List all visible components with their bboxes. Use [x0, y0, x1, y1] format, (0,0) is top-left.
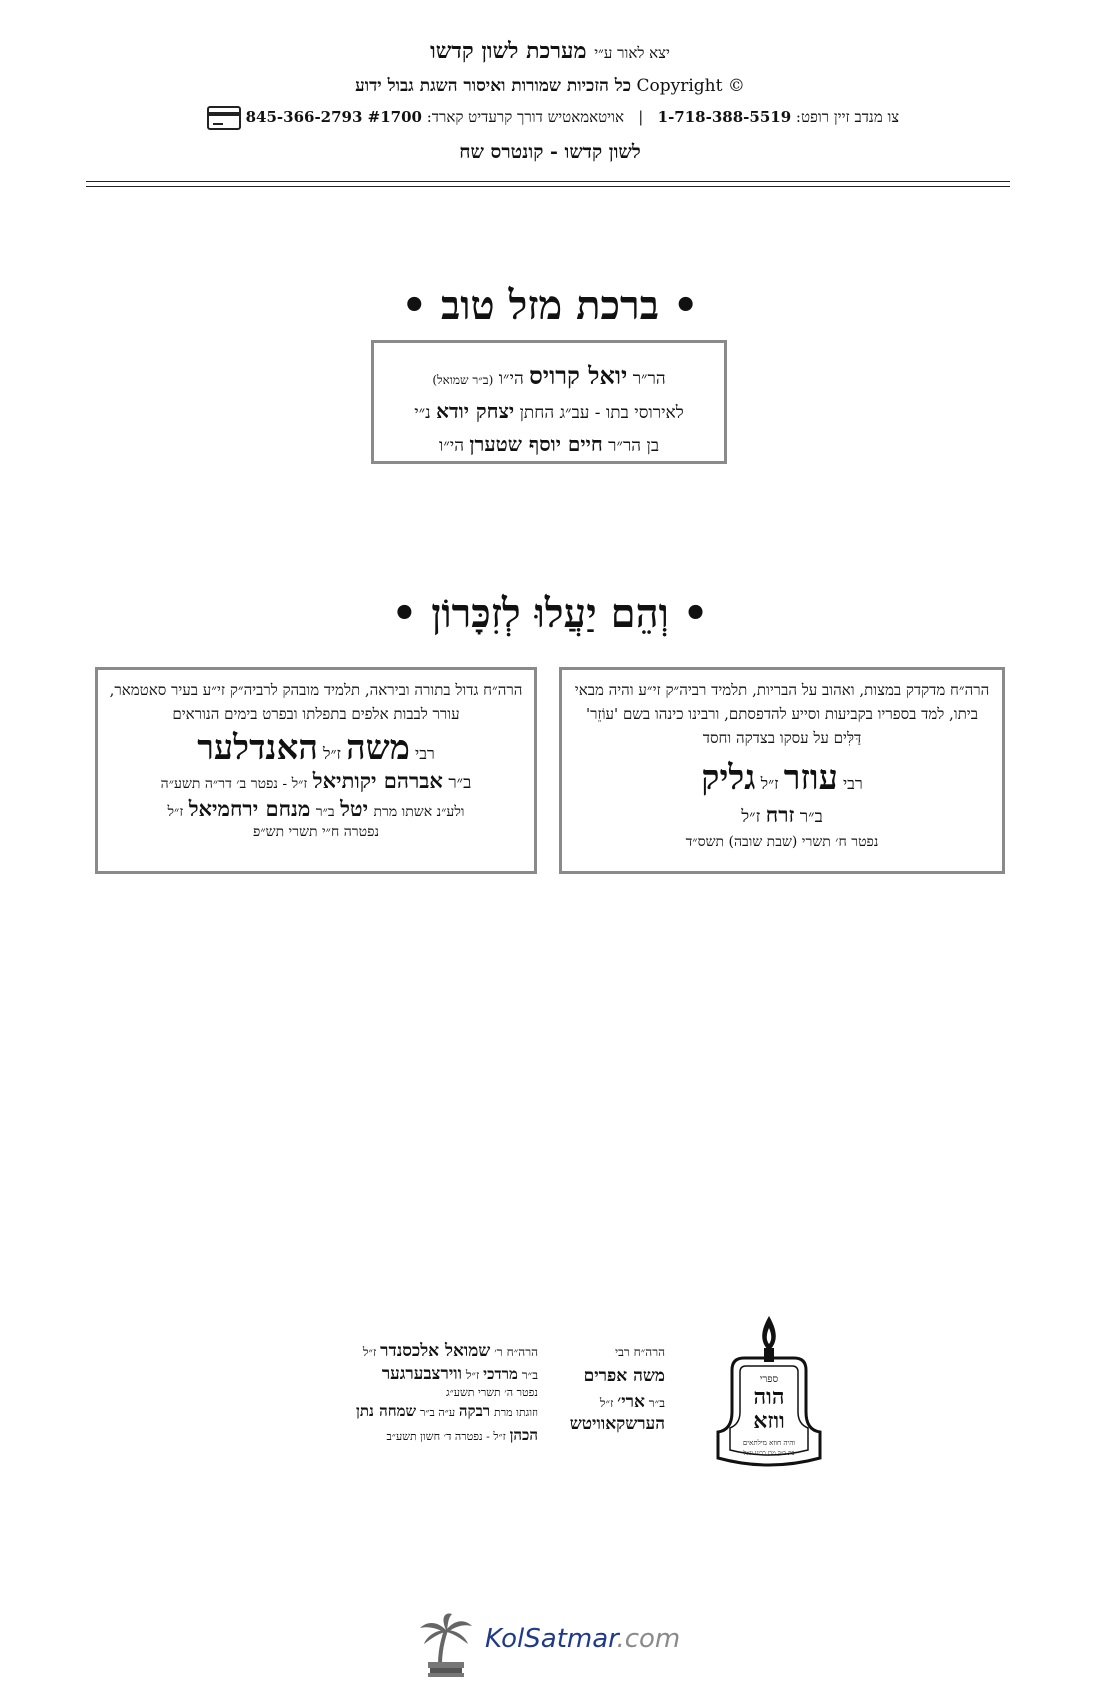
mazal-tov-row-2 [374, 399, 724, 424]
sponsor-title: הרה״ח רבי [615, 1345, 665, 1359]
kolsatmar-brand[interactable] [485, 1624, 680, 1654]
honorific: ז״ל [465, 1368, 480, 1382]
header-rule-bottom [86, 186, 1010, 187]
memorial-box-right [559, 667, 1005, 874]
sponsor-father-line [555, 1392, 665, 1412]
honoree-name: יואל קרויס [529, 361, 628, 390]
bullet-icon: • [391, 590, 418, 637]
seal-word-1: הוה [753, 1384, 785, 1410]
publisher-name: מערכת לשון קדשו [430, 38, 587, 64]
copyright-label: Copyright © [636, 76, 745, 96]
father-name: אברהם יקותיאל [312, 768, 443, 793]
honorific: ז״ל [760, 774, 779, 793]
wife-passing-date: נפטרה ח״י תשרי תש״פ [253, 824, 379, 840]
honorific: ז״ל [741, 807, 761, 827]
sponsor-left-line-1 [292, 1340, 538, 1363]
sponsor-left-line-2 [292, 1363, 538, 1386]
father-prefix: ב״ר [648, 1396, 665, 1410]
wife-prefix: ולע״נ אשתו מרת [373, 804, 465, 820]
mazal-tov-row-1 [374, 361, 724, 391]
publisher-prefix: יצא לאור ע״י [594, 44, 670, 62]
palm-tree-icon [418, 1612, 474, 1678]
donate-phone-label: צו מנדב זיין רופט: [795, 108, 900, 126]
wife-passing-date: ז״ל - נפטרה ד׳ חשון תשע״ב [386, 1430, 506, 1443]
header-rule-top [86, 181, 1010, 182]
honorific: ז״ל [599, 1396, 614, 1410]
bullet-icon: • [672, 282, 699, 329]
engagement-text: לאירוסי בתו - עב״ג החתן [519, 403, 684, 423]
sefarim-seal-logo [708, 1312, 830, 1482]
mazal-tov-box [371, 340, 727, 464]
title-prefix: הר״ר [632, 369, 666, 389]
wife-father-prefix: ב״ר [315, 804, 335, 820]
memorial-name-line [108, 728, 524, 768]
separator: | [638, 108, 644, 126]
father-name: מרדכי [483, 1365, 518, 1383]
honorific: ז״ל [362, 1345, 377, 1359]
bullet-icon: • [401, 282, 428, 329]
title-prefix: רבי [415, 744, 435, 763]
title-prefix: הרה״ח ר׳ [494, 1345, 538, 1359]
sponsor-last-name: הערשקאוויטש [569, 1414, 665, 1434]
mazal-tov-row-3 [374, 432, 724, 457]
sponsor-left-line-5 [292, 1424, 538, 1448]
sponsor-name: שמואל אלכסנדר [380, 1341, 491, 1361]
brand-name: KolSatmar [485, 1624, 617, 1654]
father-name: ארי׳ [617, 1392, 645, 1412]
seal-word-2: ווזא [753, 1408, 785, 1434]
honorific: הי״ו [498, 369, 524, 389]
bullet-icon: • [682, 590, 709, 637]
honoree-father: (ב״ר שמואל) [432, 373, 494, 387]
copyright-line [0, 76, 1100, 96]
wife-line [108, 796, 524, 822]
groom-name: יצחק יודא [436, 399, 515, 423]
sponsor-left-line-4 [292, 1400, 538, 1424]
mazal-tov-title: ברכת מזל טוב [441, 282, 659, 329]
seal-top-text: ספרי [759, 1374, 779, 1385]
seal-sub-text: בת ב״ק מרן רבינו יואל [743, 1450, 795, 1457]
wife-name: יטל [340, 796, 369, 821]
credit-card-icon [207, 106, 241, 130]
pamphlet-title: לשון קדשו - קונטרס שח [459, 141, 641, 163]
credit-card-label: אויטאמאטיש דורך קרעדיט קארד: [426, 108, 624, 126]
first-name: משה [346, 728, 410, 768]
father-name: זרח [765, 802, 795, 827]
father-prefix: ב״ר [799, 807, 823, 827]
father-line [108, 768, 524, 794]
wife-father-prefix: ע״ה ב״ר [419, 1406, 456, 1419]
father-passing: ז״ל - נפטר ב׳ דר״ה תשע״ה [160, 776, 308, 792]
sponsor-middle [555, 1345, 665, 1434]
copyright-hebrew: כל הזכיות שמורות ואיסור השגת גבול ידוע [355, 76, 632, 96]
passing-date: נפטר ה׳ תשרי תשע״ג [445, 1386, 538, 1399]
memorial-box-left [95, 667, 537, 874]
memorial-name-line [574, 758, 990, 798]
memorial-description: הרה״ח מדקדק במצות, ואהוב על הבריות, תלמיד רביה״ק זי״ע והיה מבאי ביתו, למד בספריו בקביעות וסייע להדפסתם, ורבינו כינהו בשם 'עוֹזֵר' דַּלִּים על עסקו בצדקה וחסד [574, 681, 990, 747]
wife-prefix: וזוגתו מרת [494, 1406, 538, 1419]
wife-name: רבקה [458, 1402, 491, 1420]
honorific: הי״ו [438, 436, 465, 456]
title-prefix: רבי [842, 774, 863, 793]
memorial-title: וְהֵם יַעֲלוּ לְזִכָּרוֹן [431, 590, 669, 637]
wife-father-name: שמחה נתן [356, 1402, 417, 1420]
father-line [574, 802, 990, 828]
honorific: ז״ל [322, 744, 342, 763]
brand-domain: .com [616, 1624, 681, 1654]
honorific: ז״ל [167, 804, 184, 820]
credit-card-phone[interactable]: 845-366-2793 #1700 [245, 108, 422, 126]
first-name: עוזר [783, 758, 838, 798]
title-prefix: בן הר״ר [608, 436, 660, 456]
mazal-tov-heading [0, 282, 1100, 329]
sponsor-name: משה אפרים [583, 1366, 665, 1386]
last-name: האנדלער [197, 728, 318, 768]
sponsor-left [292, 1340, 538, 1448]
father-prefix: ב״ר [521, 1368, 538, 1382]
memorial-description: הרה״ח גדול בתורה וביראה, תלמיד מובהק לרביה״ק זי״ע בעיר סאטמאר, עורר לבבות אלפים בתפלתו ובפרט בימים הנוראים [109, 681, 523, 723]
publisher-line [0, 38, 1100, 64]
wife-father-name: מנחם ירחמיאל [188, 796, 311, 821]
honorific: נ״י [414, 403, 431, 423]
memorial-heading [0, 590, 1100, 637]
donation-line [0, 106, 1100, 130]
groom-father-name: חיים יוסף שטערן [469, 432, 603, 456]
father-prefix: ב״ר [448, 773, 472, 793]
passing-date: נפטר ח׳ תשרי (שבת שובה) תשס״ד [685, 834, 879, 850]
father-last-name: ווירצבערגער [381, 1364, 462, 1384]
wife-father-last-name: הכהן [509, 1426, 538, 1444]
seal-ring-text: והיה חוזא מילתאים [742, 1439, 796, 1447]
donate-phone-number[interactable]: 1-718-388-5519 [657, 108, 792, 126]
last-name: גליק [701, 758, 756, 798]
